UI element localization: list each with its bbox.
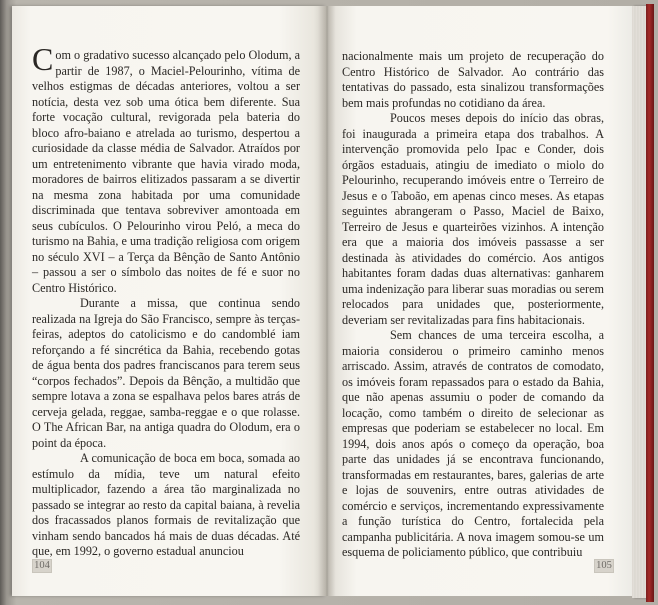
page-number-right: 105 xyxy=(594,559,614,573)
left-paragraph-1 xyxy=(32,41,300,296)
right-paragraph-2: Poucos meses depois do início das obras, foi inaugurada a primeira etapa dos trabalhos. A intervenção promovida pelo Ipac e Conder, dois órgãos estaduais, atingiu de imediato o miolo do Pelourinho, recuperando imóveis entre o Terreiro de Jesus e o Taboão, em apenas cinco meses. As etapas seguintes abrangeram o Passo, Maciel de Baixo, Terreiro de Jesus e quarteirões vizinhos. A intenção era que a maioria dos imóveis passasse a ser destinada às atividades do comércio. Aos antigos habitantes foram dadas duas alternativas: ganharem uma indenização para liberar suas moradias ou serem relocados para unidades que, posteriormente, deveriam ser revitalizadas para fins habitacionais. xyxy=(342,111,604,327)
left-page xyxy=(12,6,326,596)
right-page-text xyxy=(342,49,604,561)
book-gutter xyxy=(318,6,336,596)
book-cover-edge xyxy=(646,4,654,602)
left-paragraph-1-text: om o gradativo sucesso alcançado pelo Olodum, a partir de 1987, o Maciel-Pelourinho, vítima de velhos estigmas de décadas anteriores, voltou a ser notícia, desta vez sob uma ótica bem diferente. Sua forte vocação cultural, revigorada pela bateria do bloco afro-baiano e atrelada ao turismo, despertou a curiosidade da classe média de Salvador. Atraídos por um entretenimento vibrante que havia virado moda, moradores de bairros elitizados passaram a se divertir na mesma zona habitada por uma comunidade discriminada que tentava sobreviver amontoada em seus cubículos. O Pelourinho virou Peló, a meca do turismo na Bahia, e uma tradição religiosa com origem no século XVI – a Terça da Bênção de Santo Antônio – passou a ser o símbolo das noites de fé e suor no Centro Histórico. xyxy=(32,48,300,295)
left-paragraph-2: Durante a missa, que continua sendo realizada na Igreja do São Francisco, sempre às terças-feiras, adeptos do catolicismo e do candomblé iam reforçando a fé sincrética da Bahia, recebendo gotas de água benta dos padres franciscanos para terem seus “corpos fechados”. Depois da Bênção, a multidão que sempre lotava a zona se espalhava pelos bares atrás de cerveja gelada, reggae, samba-reggae e o que rolasse. O The African Bar, na antiga quadra do Olodum, era o point da época. xyxy=(32,296,300,450)
drop-cap: C xyxy=(32,41,54,77)
page-number-left: 104 xyxy=(32,559,52,573)
right-page xyxy=(326,6,632,596)
left-paragraph-3: A comunicação de boca em boca, somada ao estímulo da mídia, teve um natural efeito multiplicador, fazendo a área tão marginalizada no passado se integrar ao resto da capital baiana, à revelia dos fracassados planos formais de revitalização que vinham sendo bancados há mais de duas décadas. Até que, em 1992, o governo estadual anunciou xyxy=(32,451,300,558)
page-block-edge xyxy=(632,6,646,598)
right-paragraph-3: Sem chances de uma terceira escolha, a maioria considerou o primeiro caminho menos arriscado. Assim, através de contratos de comodato, os imóveis foram repassados para o estado da Bahia, que não apenas assumiu o poder de comando da locação, como também o direito de selecionar as empresas que poderiam se estabelecer no local. Em 1994, dois anos após o começo da operação, boa parte das unidades já se encontrava funcionando, transformadas em restaurantes, bares, galerias de arte e lojas de souvenirs, entre outras atividades de comércio e serviços, incrementando expressivamente a função turística do Centro, fortalecida pela campanha publicitária. A nova imagem somou-se um esquema de policiamento público, que contribuiu xyxy=(342,328,604,559)
left-page-text xyxy=(32,41,300,560)
right-paragraph-1: nacionalmente mais um projeto de recuperação do Centro Histórico de Salvador. Ao contrário das tentativas do passado, esta sinalizou transformações bem mais profundas no cotidiano da área. xyxy=(342,49,604,110)
